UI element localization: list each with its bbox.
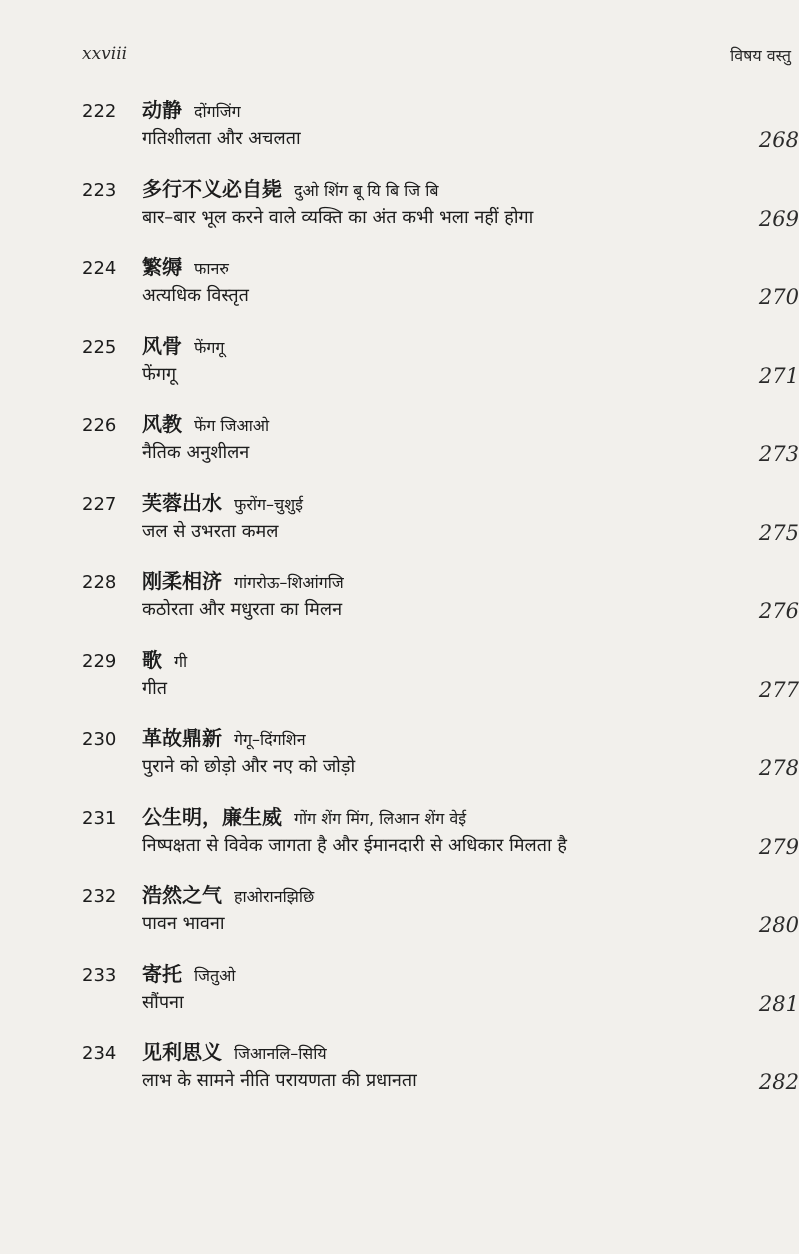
entry-meaning: गीत: [142, 677, 168, 699]
contents-entry: [82, 483, 799, 562]
entry-meaning: सौंपना: [142, 991, 184, 1013]
entry-chinese-term: 寄托: [142, 961, 182, 986]
entry-number: 234: [82, 1043, 117, 1064]
entry-transliteration: हाओरानझिछि: [234, 887, 315, 906]
entry-chinese-term: 革故鼎新: [142, 726, 222, 750]
entry-meaning: लाभ के सामने नीति परायणता की प्रधानता: [142, 1070, 417, 1091]
entry-number: 222: [82, 101, 117, 122]
entry-chinese-term: 动静: [142, 98, 182, 122]
contents-entry: [82, 247, 799, 326]
entry-meaning: नैतिक अनुशीलन: [142, 442, 250, 463]
entry-page-number: 277: [758, 677, 799, 702]
entry-number: 226: [82, 415, 117, 436]
entry-page-number: 270: [758, 285, 799, 309]
entry-heading: [82, 330, 224, 358]
contents-entry: [82, 954, 799, 1033]
entry-chinese-term: 公生明，廉生威: [142, 804, 282, 829]
entry-heading: [82, 565, 344, 593]
running-title: विषय वस्तु: [730, 46, 791, 65]
contents-entry: [82, 875, 799, 954]
contents-entry: [82, 326, 799, 405]
entry-number: 228: [82, 572, 117, 593]
entry-transliteration: दुओ शिंग बू यि बि जि बि: [294, 180, 439, 200]
entry-page-number: 281: [758, 991, 799, 1016]
entry-number: 224: [82, 258, 117, 279]
contents-entry: [82, 640, 799, 719]
contents-entry: [82, 1032, 799, 1111]
entry-heading: [82, 801, 466, 829]
entry-heading: [82, 408, 269, 436]
entry-transliteration: फुरोंग–चुशुई: [234, 494, 303, 514]
entry-number: 229: [82, 650, 117, 672]
entry-meaning: पुराने को छोड़ो और नए को जोड़ो: [142, 756, 356, 777]
entry-heading: [82, 644, 187, 672]
entry-meaning: बार–बार भूल करने वाले व्यक्ति का अंत कभी भला नहीं होगा: [142, 206, 534, 228]
entry-number: 233: [82, 964, 117, 986]
entry-transliteration: गांगरोऊ–शिआंगजि: [234, 573, 344, 592]
entry-transliteration: गी: [174, 651, 188, 671]
entry-chinese-term: 风教: [142, 412, 182, 436]
entry-transliteration: फानरु: [194, 259, 229, 278]
entry-heading: [82, 94, 241, 122]
entry-page-number: 278: [758, 756, 799, 780]
contents-entry: [82, 404, 799, 483]
page-folio: xxviii: [82, 44, 128, 64]
entry-transliteration: जिआनलि–सियि: [234, 1044, 327, 1063]
entry-meaning: कठोरता और मधुरता का मिलन: [142, 599, 343, 620]
entry-chinese-term: 见利思义: [142, 1040, 222, 1064]
entry-chinese-term: 歌: [142, 647, 162, 672]
entry-meaning: निष्पक्षता से विवेक जागता है और ईमानदारी से अधिकार मिलता है: [142, 834, 567, 856]
entry-number: 232: [82, 886, 117, 907]
entry-number: 231: [82, 807, 117, 829]
entry-chinese-term: 芙蓉出水: [142, 490, 222, 515]
entry-heading: [82, 958, 236, 986]
entry-heading: [82, 722, 306, 750]
entry-meaning: जल से उभरता कमल: [142, 520, 279, 542]
entry-heading: [82, 1036, 327, 1064]
entry-chinese-term: 浩然之气: [142, 883, 222, 907]
entry-number: 230: [82, 729, 117, 750]
contents-entry: [82, 90, 799, 169]
entry-page-number: 275: [758, 520, 799, 545]
entry-transliteration: जितुओ: [194, 965, 236, 985]
contents-entry: [82, 797, 799, 876]
entry-page-number: 269: [758, 206, 799, 231]
entry-chinese-term: 繁缛: [142, 255, 182, 279]
entry-transliteration: दोंगजिंग: [194, 102, 241, 121]
page-header: [82, 44, 791, 70]
entry-heading: [82, 251, 229, 279]
entry-transliteration: गोंग शेंग मिंग, लिआन शेंग वेई: [294, 808, 467, 828]
entry-number: 227: [82, 493, 117, 515]
contents-entry: [82, 718, 799, 797]
entry-heading: [82, 879, 314, 907]
entry-transliteration: फेंगगू: [194, 337, 225, 357]
entry-number: 223: [82, 179, 117, 201]
entry-transliteration: फेंग जिआओ: [194, 416, 270, 435]
entry-page-number: 276: [758, 599, 799, 623]
entry-heading: [82, 487, 303, 515]
entry-page-number: 273: [758, 442, 799, 466]
entry-chinese-term: 风骨: [142, 333, 182, 358]
entry-page-number: 268: [758, 128, 799, 152]
entry-number: 225: [82, 336, 117, 358]
entry-meaning: पावन भावना: [142, 913, 225, 934]
contents-list: [82, 90, 799, 1111]
entry-page-number: 271: [758, 363, 799, 388]
entry-page-number: 282: [758, 1070, 799, 1094]
entry-meaning: गतिशीलता और अचलता: [142, 128, 301, 149]
entry-page-number: 279: [758, 834, 799, 859]
entry-transliteration: गेगू–दिंगशिन: [234, 730, 306, 749]
entry-chinese-term: 刚柔相济: [142, 569, 222, 593]
contents-entry: [82, 169, 799, 248]
entry-page-number: 280: [758, 913, 799, 937]
entry-meaning: अत्यधिक विस्तृत: [142, 285, 249, 306]
contents-entry: [82, 561, 799, 640]
entry-chinese-term: 多行不义必自毙: [142, 176, 282, 201]
entry-heading: [82, 173, 439, 201]
entry-meaning: फेंगगू: [142, 363, 177, 385]
